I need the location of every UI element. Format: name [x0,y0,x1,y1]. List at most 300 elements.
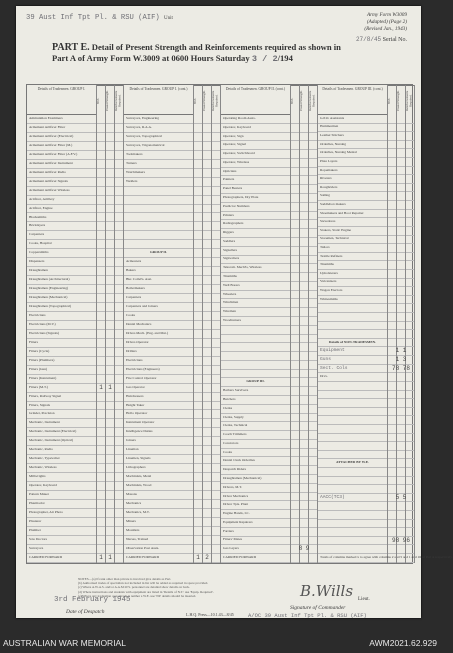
trade-row: Draughtsmen (Topographical) [27,303,96,312]
trade-row: Well Borers [221,282,290,291]
count-cell [97,518,105,527]
count-cell [115,375,123,384]
count-cell [212,205,220,214]
table-group [221,85,318,563]
count-cell [406,511,414,520]
count-cell [212,187,220,196]
count-cell [309,510,317,519]
count-cell [406,287,414,296]
count-cell [309,528,317,537]
trade-row: Roughriders [318,184,387,193]
note-line: (b) Authorised trades of specialists not included in list will be added as required in space provided. [78,581,209,586]
trade-row [318,520,387,529]
trade-row: Grinder, Precision [27,410,96,419]
trade-row: Linemen, Signals [124,455,193,464]
count-cell [203,446,211,455]
trade-row: Fitters (M.T.) [27,384,96,393]
count-cell [115,393,123,402]
trade-row: Signallers [221,247,290,256]
count-cell [212,527,220,536]
count-cell [388,253,396,262]
count-cell [115,527,123,536]
trade-row: Orderlies, Nursing Mental [318,149,387,158]
count-cell [388,149,396,158]
count-cell [309,457,317,466]
count-cell [397,347,405,356]
count-cell [406,391,414,400]
count-cell [406,167,414,176]
count-cell [291,133,299,142]
count-cell [291,528,299,537]
column-header: Reinforcements Required. [406,85,414,115]
count-cell [106,160,114,169]
count-cell [291,150,299,159]
count-cell [97,491,105,500]
count-cell [106,527,114,536]
count-cell [97,419,105,428]
trade-row: Saddlers [221,238,290,247]
trade-row: Operator, Keyboard [27,482,96,491]
count-cell [194,285,202,294]
trade-row [124,205,193,214]
count-cell [397,434,405,443]
count-cell [115,545,123,554]
trade-row: Painters [221,176,290,185]
count-cell [97,160,105,169]
count-cell [291,457,299,466]
trade-row: Mechanic, Wireless [27,464,96,473]
count-cell [397,184,405,193]
count-cell [388,485,396,494]
count-cell [309,405,317,414]
count-cell [309,256,317,265]
count-cell [388,511,396,520]
count-cell [406,132,414,141]
count-cell [406,356,414,365]
count-cell [203,213,211,222]
trade-row: Surveyors, Trigonometrical [124,142,193,151]
count-cell [300,335,308,344]
count-cell [97,196,105,205]
count-cell [309,378,317,387]
count-cell [194,303,202,312]
count-cell [203,473,211,482]
count-cell [203,348,211,357]
count-cell [300,370,308,379]
count-cell [291,317,299,326]
count-cell [300,291,308,300]
count-cell [203,303,211,312]
count-cell [194,312,202,321]
count-cell [97,536,105,545]
count-cell [97,115,105,124]
trade-row: Dental Clerk Orderlies [221,457,290,466]
count-cell [300,185,308,194]
count-cell [106,303,114,312]
count-cell [115,151,123,160]
count-cell [115,258,123,267]
trade-row: Clerks, Technical [221,422,290,431]
trade-row: Joiners [124,437,193,446]
trade-row: Surveyors, R.A.A. [124,124,193,133]
count-cell [203,500,211,509]
trade-row: Equipment Repairers [221,519,290,528]
trade-row: Mechanic, Radio [27,446,96,455]
trade-row: Clerks [221,405,290,414]
count-cell [115,169,123,178]
count-cell [397,124,405,133]
trade-row: Plate Layers [318,158,387,167]
count-cell [397,399,405,408]
form-adapted: (Adapted) (Page 2) [366,19,407,25]
count-cell [406,141,414,150]
trade-row: Driver-Operator [124,339,193,348]
trade-row: Sailing [318,192,387,201]
count-cell [212,196,220,205]
count-cell [203,545,211,554]
count-cell [212,142,220,151]
count-cell [291,308,299,317]
count-cell [406,270,414,279]
trade-row: Draughtsmen (Engineering) [27,285,96,294]
count-cell [106,178,114,187]
count-cell [194,419,202,428]
count-cell [194,133,202,142]
commander-signature: B.Wills [300,582,354,600]
trade-row: Height Taker [124,402,193,411]
trade-row: Radiographers [221,220,290,229]
trade-row: Intelligence Duties [124,428,193,437]
count-cell [97,545,105,554]
unit-line [26,14,173,22]
count-value: 1 [108,383,112,391]
count-cell [97,124,105,133]
count-cell [194,196,202,205]
count-cell [309,449,317,458]
count-cell [388,184,396,193]
trade-row [318,528,387,537]
trade-row: CARRIED FORWARD [221,554,290,563]
count-cell [115,303,123,312]
trade-row: Guns [318,356,387,365]
count-cell [203,294,211,303]
count-cell [115,187,123,196]
trade-row: Cooks [221,449,290,458]
count-cell [300,554,308,563]
count-cell [291,370,299,379]
trade-row: Butchers [221,396,290,405]
count-cell [212,169,220,178]
count-cell [291,537,299,546]
count-cell [203,205,211,214]
count-cell [203,249,211,258]
count-cell [406,468,414,477]
column-header: Details of Tradesmen. GROUP III. (cont.) [318,85,387,115]
count-cell [194,267,202,276]
count-cell [388,115,396,124]
trade-row [318,408,387,417]
count-cell [106,267,114,276]
count-cell [309,387,317,396]
count-cell [397,192,405,201]
count-cell [106,205,114,214]
count-cell [300,229,308,238]
count-cell [406,244,414,253]
count-cell [203,312,211,321]
count-cell [212,240,220,249]
count-cell [406,408,414,417]
count-cell [203,231,211,240]
count-cell [309,203,317,212]
count-cell [397,132,405,141]
despatch-label: Date of Despatch [66,609,105,615]
trade-row: Riveters [318,175,387,184]
trade-row: Toolmakers [124,151,193,160]
trade-row: Barbers Survivers [221,387,290,396]
count-cell [194,554,202,563]
count-cell [300,124,308,133]
count-cell [388,175,396,184]
count-cell [106,285,114,294]
trade-row: Whitesmiths [318,296,387,305]
trade-row: Plumber [27,527,96,536]
trade-row: Armament Artificer Wireless [27,187,96,196]
count-cell [194,357,202,366]
count-cell [115,196,123,205]
count-cell [300,528,308,537]
trade-row [318,468,387,477]
count-cell [291,501,299,510]
count-cell [397,468,405,477]
count-cell [106,402,114,411]
trade-row: Fire Control Operator [124,375,193,384]
count-cell [97,267,105,276]
trade-row [318,434,387,443]
count-cell [203,258,211,267]
count-cell [397,511,405,520]
count-cell [212,258,220,267]
count-cell [194,437,202,446]
count-cell [406,115,414,124]
count-cell [300,537,308,546]
count-cell [115,464,123,473]
count-cell [291,414,299,423]
count-value: 1 [196,553,200,561]
count-cell [203,536,211,545]
trade-row: Electricians (Engineers) [124,366,193,375]
trade-row [221,370,290,379]
count-cell [106,330,114,339]
count-cell [300,299,308,308]
trade-row: Operating Room Assts. [221,115,290,124]
trade-row: Hollo Operator [124,410,193,419]
trade-row: Mechanic, Instrument (Optical) [27,437,96,446]
trade-row [318,425,387,434]
count-cell [115,473,123,482]
title-line-1: Detail of Present Strength and Reinforcements required as shown in [91,42,341,52]
trade-row [221,343,290,352]
count-cell [291,440,299,449]
count-cell [115,455,123,464]
count-cell [309,299,317,308]
count-cell [291,176,299,185]
count-cell [194,205,202,214]
trade-row: Stevedores [318,218,387,227]
count-cell [397,545,405,554]
trade-row: Surveyors [27,545,96,554]
count-cell [309,370,317,379]
note-line: NOTES—(a) If rank other than private is involved give details as Part. [78,577,172,581]
count-cell [300,493,308,502]
count-cell [397,210,405,219]
count-cell [300,326,308,335]
count-cell [300,440,308,449]
count-cell [309,282,317,291]
trade-row: Driver-Mech. (Eng. and Mat.) [124,330,193,339]
trade-row: Mechanic, Instrument (Electrical) [27,428,96,437]
trade-row: Pharmacist [27,500,96,509]
count-cell [115,428,123,437]
count-cell [106,384,114,393]
count-cell [388,287,396,296]
count-cell [106,133,114,142]
count-cell [406,528,414,537]
trade-row: Plasterer [27,518,96,527]
count-cell [291,554,299,563]
count-cell [309,168,317,177]
trade-row: Electricians [27,312,96,321]
trade-row: Mechanic, Instrument [27,419,96,428]
count-cell [309,229,317,238]
count-cell [406,339,414,348]
trade-row: Operator, Wireless [221,159,290,168]
count-cell [194,366,202,375]
trade-row [318,442,387,451]
count-cell [309,326,317,335]
archive-id: AWM2021.62.929 [369,638,437,648]
count-cell [115,446,123,455]
count-cell [212,303,220,312]
count-cell [291,449,299,458]
trade-row: GROUP III. [221,378,290,387]
count-cell [106,536,114,545]
count-cell [291,378,299,387]
trade-row [318,451,387,460]
count-cell [194,348,202,357]
count-cell [212,339,220,348]
count-cell [406,442,414,451]
count-cell [388,192,396,201]
count-cell [406,124,414,133]
count-cell [309,176,317,185]
count-cell [115,213,123,222]
trade-row: Wheelers [221,291,290,300]
serial-typed: 27/8/45 [355,36,382,43]
count-cell [106,258,114,267]
count-cell [397,528,405,537]
count-cell [194,473,202,482]
commander-label: Signature of Commander [290,605,346,611]
count-cell [388,244,396,253]
count-cell [212,491,220,500]
count-cell [291,212,299,221]
trade-row: Tinsmiths [221,273,290,282]
trade-row [318,485,387,494]
trade-row [318,399,387,408]
count-cell [300,405,308,414]
count-cell [291,264,299,273]
count-cell [300,176,308,185]
count-cell [97,410,105,419]
trade-row [124,231,193,240]
column-reinf [406,85,415,563]
trade-row: Cooks, Hospital [27,240,96,249]
count-cell [212,384,220,393]
count-cell [397,330,405,339]
count-cell [397,261,405,270]
count-cell [194,500,202,509]
count-cell [115,276,123,285]
count-cell [97,133,105,142]
count-cell [212,375,220,384]
count-cell [406,451,414,460]
trade-row: Textile Refiners [318,253,387,262]
count-cell [388,477,396,486]
trade-row: Lineman [124,446,193,455]
count-cell [194,536,202,545]
unit-typed: 39 Aust Inf Tpt Pl. & RSU (AIF) [26,14,160,22]
table-group [27,85,124,563]
trade-row: Fitters (Gun) [27,366,96,375]
count-cell [309,493,317,502]
count-cell [115,267,123,276]
column-we [97,85,106,563]
count-cell [406,304,414,313]
count-cell [194,375,202,384]
trade-row: Draughtsmen [27,267,96,276]
count-cell [291,475,299,484]
count-cell [106,464,114,473]
count-cell [194,339,202,348]
column-header: Reinforcements Required. [309,85,317,115]
count-cell [212,554,220,563]
column-posted [300,85,309,563]
count-cell [194,258,202,267]
trade-row: Farriers [221,528,290,537]
trade-row: Fitters (Plumbers) [27,357,96,366]
count-cell [194,151,202,160]
count-cell [203,276,211,285]
count-cell [106,294,114,303]
count-cell [203,366,211,375]
count-cell [194,428,202,437]
count-cell [97,402,105,411]
count-cell [300,449,308,458]
count-cell [397,296,405,305]
form-sheet [16,6,453,619]
count-cell [300,475,308,484]
count-cell [212,133,220,142]
count-cell [97,473,105,482]
count-cell [388,210,396,219]
count-cell [397,313,405,322]
count-cell [194,330,202,339]
title-date-typed: 3 / 2 [251,54,278,64]
count-cell [388,451,396,460]
trade-row: Mechanics, M.T. [124,509,193,518]
count-cell [291,519,299,528]
count-cell [300,264,308,273]
